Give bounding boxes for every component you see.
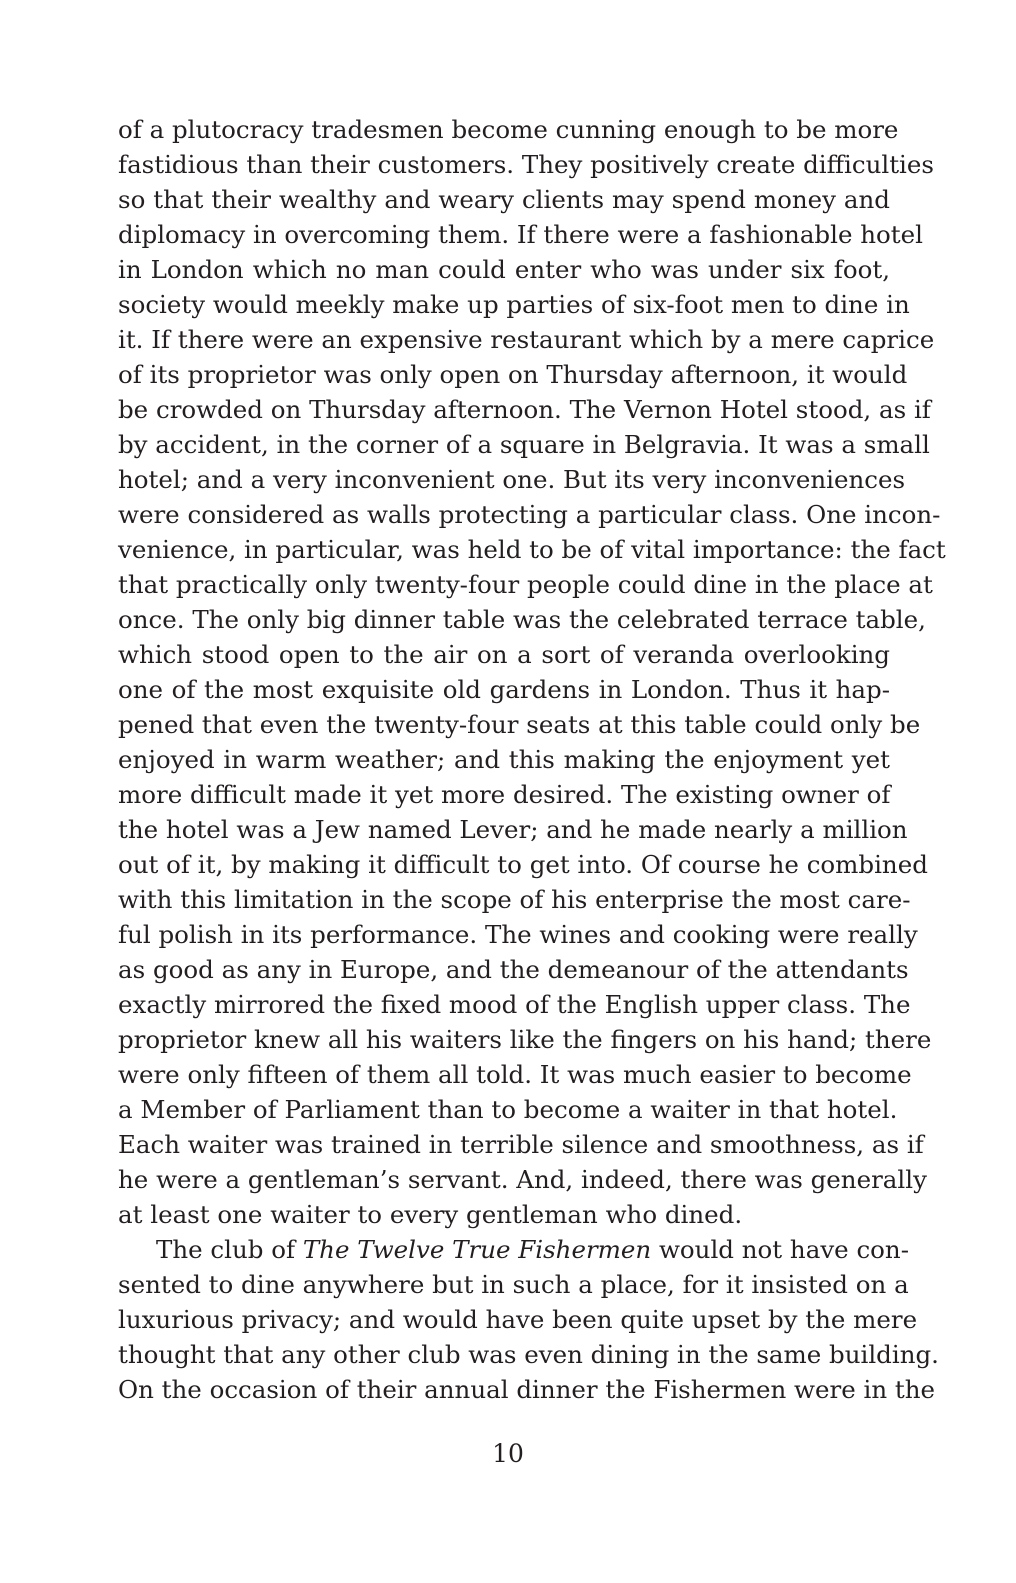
- text-line: pened that even the twenty-four seats at this table could only be: [118, 710, 921, 739]
- text-line: were only fifteen of them all told. It was much easier to become: [118, 1060, 912, 1089]
- text-line: thought that any other club was even dining in the same building.: [118, 1340, 939, 1369]
- text-line: ful polish in its performance. The wines and cooking were really: [118, 920, 918, 949]
- text-line: one of the most exquisite old gardens in London. Thus it hap-: [118, 675, 890, 704]
- text-line: that practically only twenty-four people could dine in the place at: [118, 570, 933, 599]
- text-line: he were a gentleman’s servant. And, indeed, there was generally: [118, 1165, 927, 1194]
- text-line: be crowded on Thursday afternoon. The Vernon Hotel stood, as if: [118, 395, 931, 424]
- text-line: [118, 1232, 909, 1267]
- text-line: of its proprietor was only open on Thursday afternoon, it would: [118, 360, 908, 389]
- text-line: hotel; and a very inconvenient one. But its very inconveniences: [118, 465, 906, 494]
- text-line: diplomacy in overcoming them. If there were a fashionable hotel: [118, 220, 923, 249]
- text-line: at least one waiter to every gentleman who dined.: [118, 1200, 743, 1229]
- book-title-italic: The Twelve True Fishermen: [302, 1235, 652, 1264]
- text-line: exactly mirrored the fixed mood of the English upper class. The: [118, 990, 911, 1019]
- text-line: were considered as walls protecting a particular class. One incon-: [118, 500, 941, 529]
- text-line: proprietor knew all his waiters like the fingers on his hand; there: [118, 1025, 932, 1054]
- text-line: fastidious than their customers. They positively create difficulties: [118, 150, 934, 179]
- text-line: it. If there were an expensive restaurant which by a mere caprice: [118, 325, 935, 354]
- text-line: Each waiter was trained in terrible silence and smoothness, as if: [118, 1130, 924, 1159]
- text-line: of a plutocracy tradesmen become cunning enough to be more: [118, 115, 899, 144]
- page-number: 10: [492, 1439, 524, 1468]
- text-line: out of it, by making it difficult to get into. Of course he combined: [118, 850, 928, 879]
- text-line: venience, in particular, was held to be of vital importance: the fact: [118, 535, 946, 564]
- text-run: would not have con-: [651, 1235, 909, 1264]
- paragraph-1: [118, 112, 946, 1232]
- text-line: the hotel was a Jew named Lever; and he made nearly a million: [118, 815, 908, 844]
- text-line: which stood open to the air on a sort of veranda overlooking: [118, 640, 890, 669]
- text-line: as good as any in Europe, and the demeanour of the attendants: [118, 955, 909, 984]
- text-line: sented to dine anywhere but in such a place, for it insisted on a: [118, 1270, 909, 1299]
- paragraph-2: [118, 1232, 939, 1407]
- text-line: once. The only big dinner table was the celebrated terrace table,: [118, 605, 926, 634]
- text-line: enjoyed in warm weather; and this making the enjoyment yet: [118, 745, 890, 774]
- text-line: society would meekly make up parties of six-foot men to dine in: [118, 290, 910, 319]
- text-line: On the occasion of their annual dinner the Fishermen were in the: [118, 1375, 936, 1404]
- text-line: luxurious privacy; and would have been quite upset by the mere: [118, 1305, 918, 1334]
- body-text: [118, 112, 946, 1407]
- text-line: more difficult made it yet more desired. The existing owner of: [118, 780, 891, 809]
- text-run: The club of: [156, 1235, 303, 1264]
- text-line: by accident, in the corner of a square in Belgravia. It was a small: [118, 430, 930, 459]
- text-line: a Member of Parliament than to become a waiter in that hotel.: [118, 1095, 898, 1124]
- text-line: with this limitation in the scope of his enterprise the most care-: [118, 885, 911, 914]
- text-line: so that their wealthy and weary clients may spend money and: [118, 185, 890, 214]
- text-line: in London which no man could enter who was under six foot,: [118, 255, 890, 284]
